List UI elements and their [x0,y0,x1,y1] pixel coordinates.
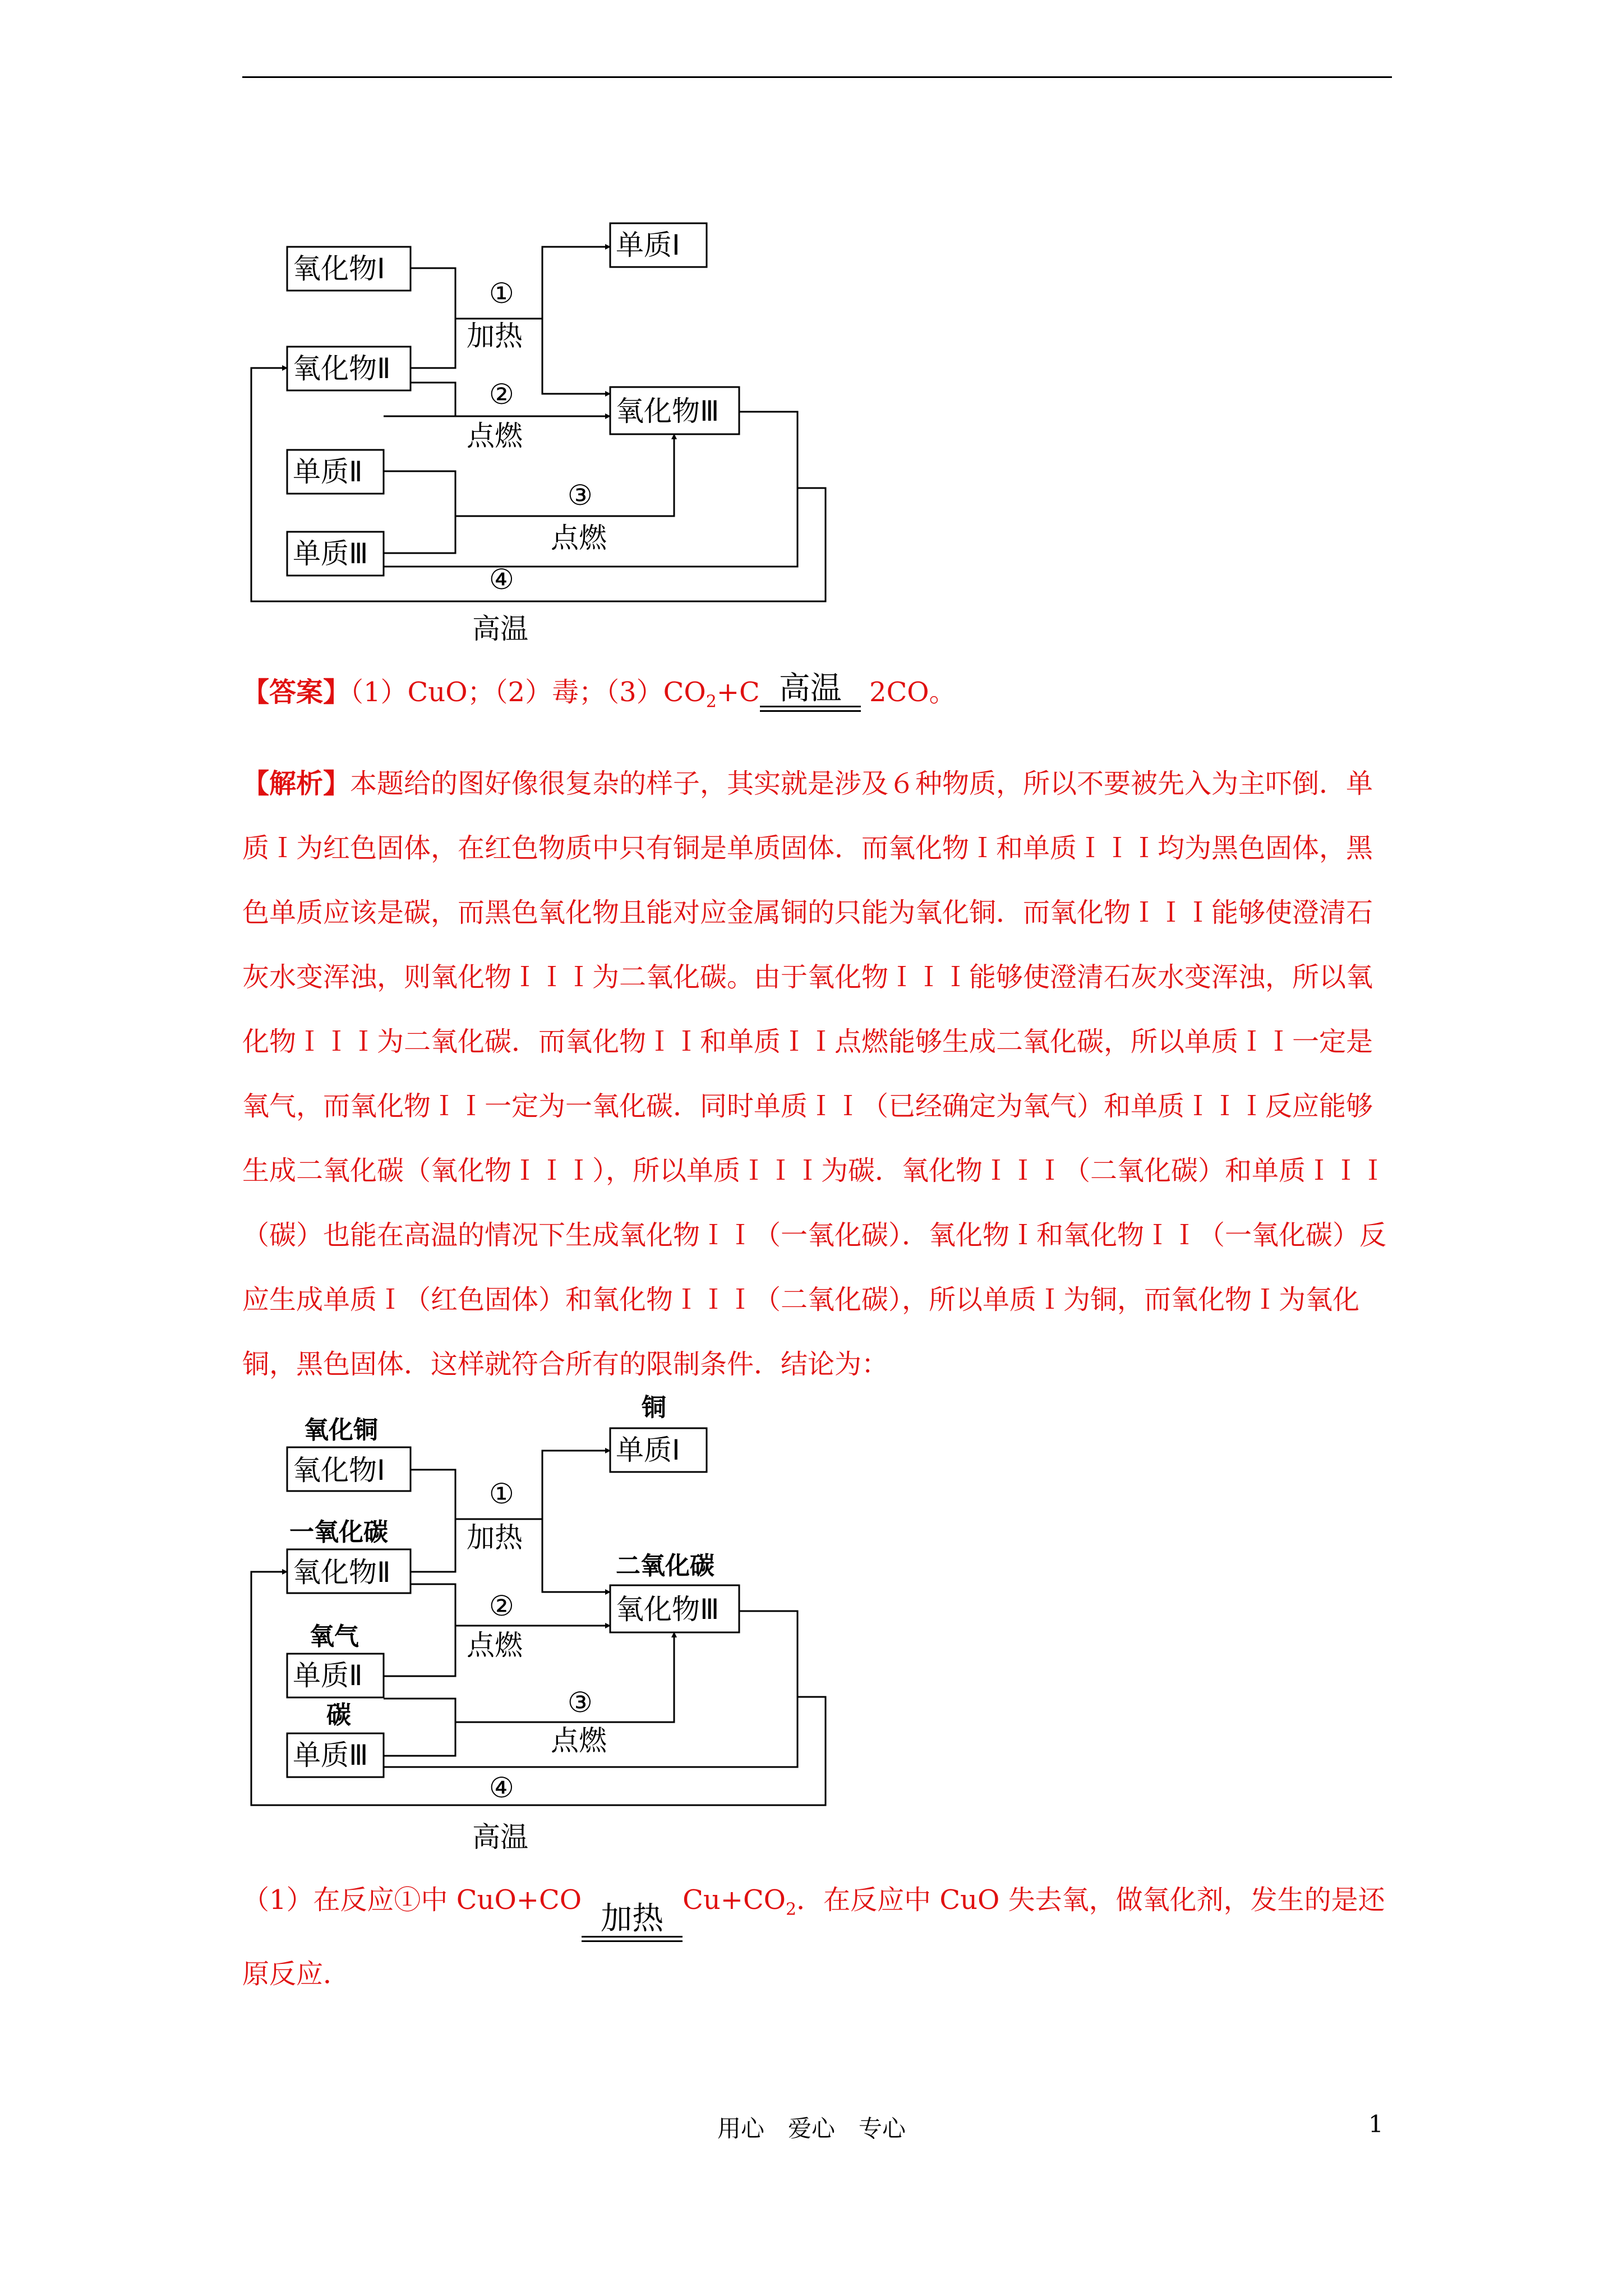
oxide-2-label: 氧化物Ⅱ [293,352,391,385]
part-1-text-2: Cu+CO [683,1884,786,1916]
reaction-4-number-2: ④ [489,1772,514,1804]
heat-equation-sign [582,1902,683,1942]
answer-subscript: 2 [706,692,717,712]
high-temp-equation-sign [760,672,861,712]
element-1-name: 铜 [642,1393,666,1422]
oxide-1-label: 氧化物Ⅰ [293,252,385,285]
answer-text-3: 2CO。 [860,677,956,708]
element-3-label-2: 单质Ⅲ [293,1739,368,1772]
reaction-4-number: ④ [489,563,514,596]
answer-condition: 高温 [778,670,842,707]
answer-text-2: +C [716,677,760,708]
header-rule [242,76,1392,78]
part-1-paragraph [242,1868,1392,2007]
element-2-label-2: 单质Ⅱ [293,1659,363,1692]
analysis-text: 本题给的图好像很复杂的样子，其实就是涉及６种物质，所以不要被先入为主吓倒．单质Ｉ为红色固体，在红色物质中只有铜是单质固体．而氧化物Ｉ和单质ＩＩＩ均为黑色固体，黑色单质应该是碳，而黑色氧化物且能对应金属铜的只能为氧化铜．而氧化物ＩＩＩ能够使澄清石灰水变浑浊，则氧化物ＩＩＩ为二氧化碳。由于氧化物ＩＩＩ能够使澄清石灰水变浑浊，所以氧化物ＩＩＩ为二氧化碳．而氧化物ＩＩ和单质ＩＩ点燃能够生成二氧化碳，所以单质ＩＩ一定是氧气，而氧化物ＩＩ一定为一氧化碳．同时单质ＩＩ（已经确定为氧气）和单质ＩＩＩ反应能够生成二氧化碳（氧化物ＩＩＩ），所以单质ＩＩＩ为碳．氧化物ＩＩＩ（二氧化碳）和单质ＩＩＩ（碳）也能在高温的情况下生成氧化物ＩＩ（一氧化碳）．氧化物Ｉ和氧化物ＩＩ（一氧化碳）反应生成单质Ｉ（红色固体）和氧化物ＩＩＩ（二氧化碳），所以单质Ｉ为铜，而氧化物Ｉ为氧化铜，黑色固体．这样就符合所有的限制条件．结论为： [242,768,1387,1380]
oxide-3-name: 二氧化碳 [616,1552,714,1580]
reaction-4-condition-2: 高温 [472,1821,528,1853]
reaction-diagram-1 [242,219,859,662]
oxide-2-name: 一氧化碳 [289,1518,388,1547]
reaction-diagram-2 [242,1391,859,1857]
element-3-name: 碳 [326,1701,351,1729]
answer-label: 【答案】 [242,677,351,708]
answer-line [242,670,956,721]
element-3-label: 单质Ⅲ [293,537,368,570]
footer-slogan: 用心 爱心 专心 [717,2115,906,2142]
part-1-text-3: ．在反应中 CuO 失去氧，做氧化剂，发生的是还原反应． [242,1884,1385,1990]
element-2-name: 氧气 [310,1622,359,1651]
reaction-2-condition: 点燃 [467,420,523,452]
reaction-4-condition: 高温 [472,613,528,645]
oxide-2-label-2: 氧化物Ⅱ [293,1556,391,1589]
oxide-1-name: 氧化铜 [304,1416,378,1444]
answer-text-1: （1）CuO；（2）毒；（3）CO [350,677,706,708]
reaction-3-number-2: ③ [568,1686,593,1719]
reaction-3-number: ③ [568,479,593,512]
reaction-2-number: ② [489,378,514,411]
element-2-label: 单质Ⅱ [293,455,363,488]
element-1-label: 单质Ⅰ [616,229,680,261]
analysis-paragraph [242,752,1392,1397]
analysis-label: 【解析】 [242,768,351,799]
reaction-2-condition-2: 点燃 [467,1629,523,1662]
reaction-3-condition-2: 点燃 [551,1724,607,1757]
element-1-label-2: 单质Ⅰ [616,1434,680,1466]
part-1-text-1: （1）在反应①中 CuO+CO [242,1884,582,1916]
reaction-3-condition: 点燃 [551,522,607,554]
oxide-3-label-2: 氧化物Ⅲ [616,1593,720,1626]
reaction-2-number-2: ② [489,1590,514,1622]
reaction-1-condition-2: 加热 [467,1521,523,1554]
oxide-1-label-2: 氧化物Ⅰ [293,1454,385,1487]
reaction-1-condition: 加热 [467,320,523,352]
oxide-3-label: 氧化物Ⅲ [616,395,720,427]
reaction-1-number-2: ① [489,1478,514,1510]
reaction-1-number: ① [489,277,514,310]
page-number: 1 [1368,2110,1384,2138]
part-1-subscript: 2 [786,1899,797,1920]
part-1-condition: 加热 [601,1900,664,1937]
